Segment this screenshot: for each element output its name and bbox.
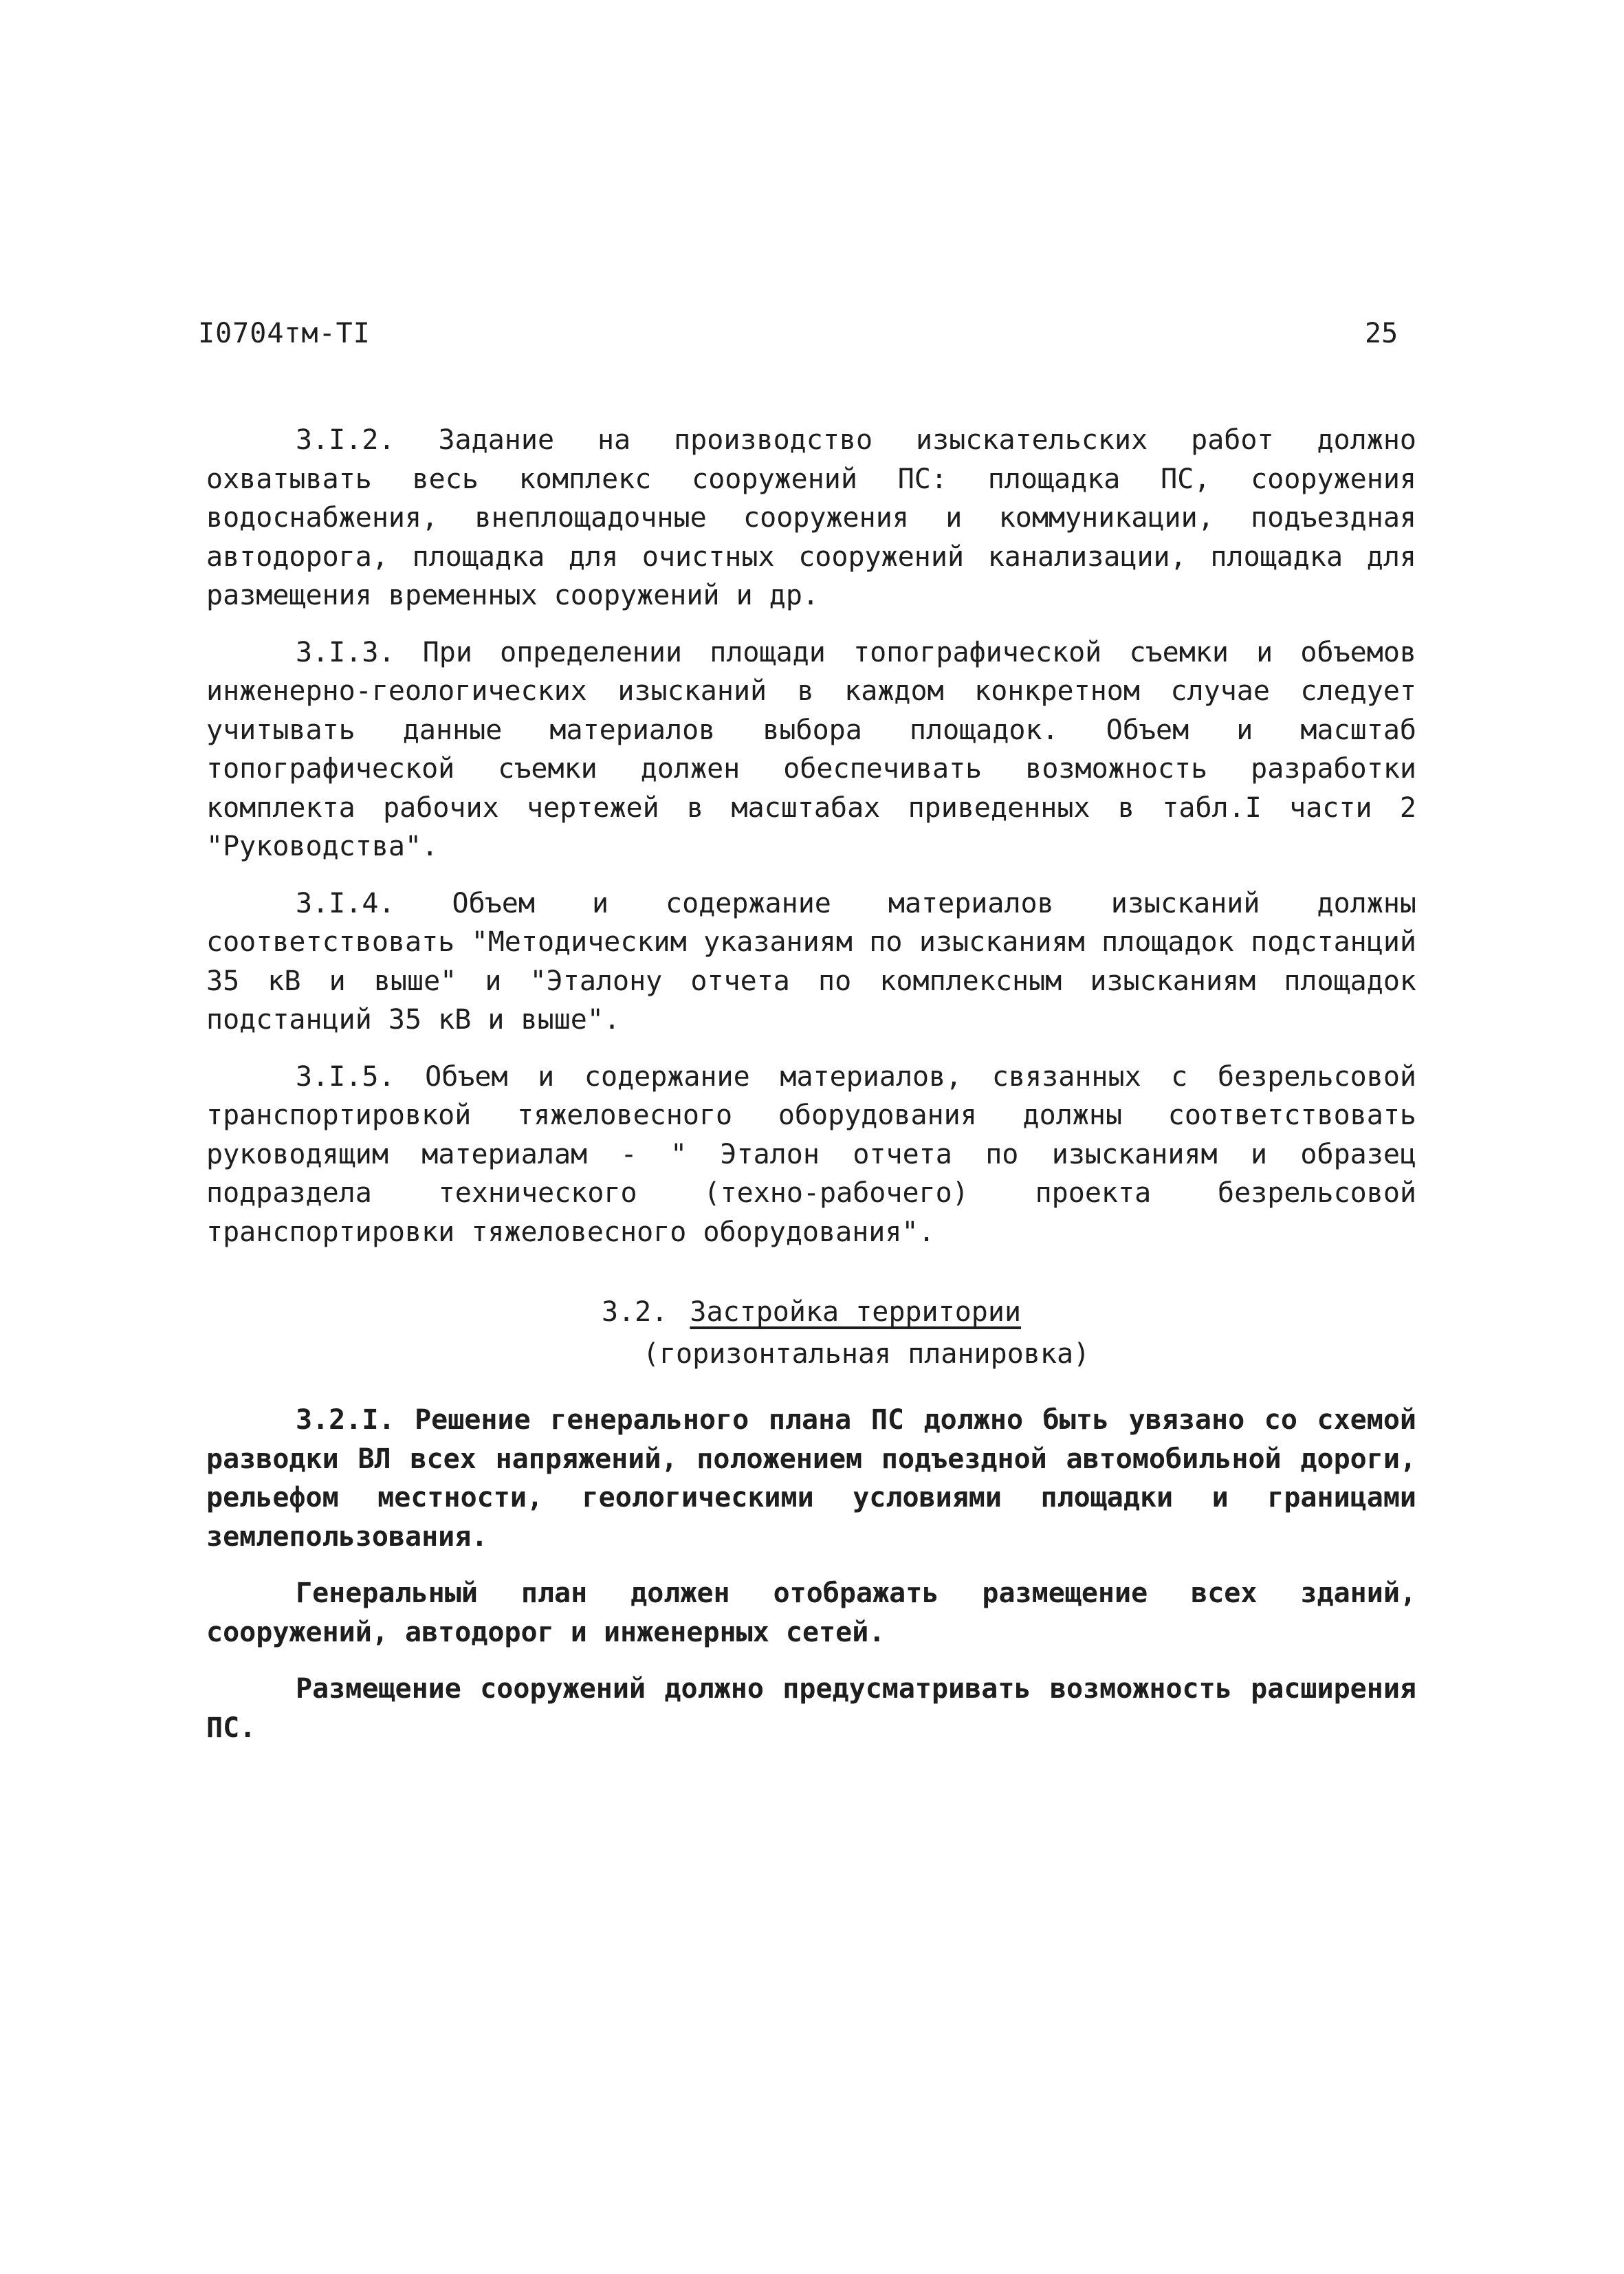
- section-title: Застройка территории: [690, 1296, 1022, 1328]
- paragraph-3-1-5: 3.I.5. Объем и содержание материалов, связанных с безрельсовой транспортировкой тяжеловесного оборудования должны соответствовать руководящим материалам - " Эталон отчета по изысканиям и образец подраздела технического (техно-рабочего) проекта безрельсовой транспортировки тяжеловесного оборудования".: [206, 1060, 1416, 1248]
- paragraph-3-1-4: 3.I.4. Объем и содержание материалов изысканий должны соответствовать "Методическим указаниям по изысканиям площадок подстанций 35 кВ и выше" и "Эталону отчета по комплексным изысканиям площадок подстанций 35 кВ и выше".: [206, 887, 1416, 1036]
- section-heading: [206, 1293, 1416, 1332]
- paragraph-expansion: Размещение сооружений должно предусматривать возможность расширения ПС.: [206, 1673, 1416, 1744]
- paragraph-general-plan: Генеральный план должен отображать размещение всех зданий, сооружений, автодорог и инженерных сетей.: [206, 1577, 1416, 1648]
- paragraph-3-1-2: 3.I.2. Задание на производство изыскательских работ должно охватывать весь комплекс сооружений ПС: площадка ПС, сооружения водоснабжения, внеплощадочные сооружения и коммуникации, подъездная автодорога, площадка для очистных сооружений канализации, площадка для размещения временных сооружений и др.: [206, 424, 1416, 611]
- page-number: 25: [1365, 318, 1398, 349]
- paragraph-3-1-3: 3.I.3. При определении площади топографической съемки и объемов инженерно-геологических изысканий в каждом конкретном случае следует учитывать данные материалов выбора площадок. Объем и масштаб топографической съемки должен обеспечивать возможность разработки комплекта рабочих чертежей в масштабах приведенных в табл.I части 2 "Руководства".: [206, 636, 1416, 862]
- document-body: [206, 421, 1416, 1765]
- section-number: 3.2.: [601, 1296, 668, 1328]
- section-subtitle: (горизонтальная планировка): [642, 1337, 1090, 1370]
- document-code: I0704тм-TI: [198, 318, 371, 349]
- paragraph-3-2-1: 3.2.I. Решение генерального плана ПС должно быть увязано со схемой разводки ВЛ всех напряжений, положением подъездной автомобильной дороги, рельефом местности, геологическими условиями площадки и границами землепользования.: [206, 1404, 1416, 1553]
